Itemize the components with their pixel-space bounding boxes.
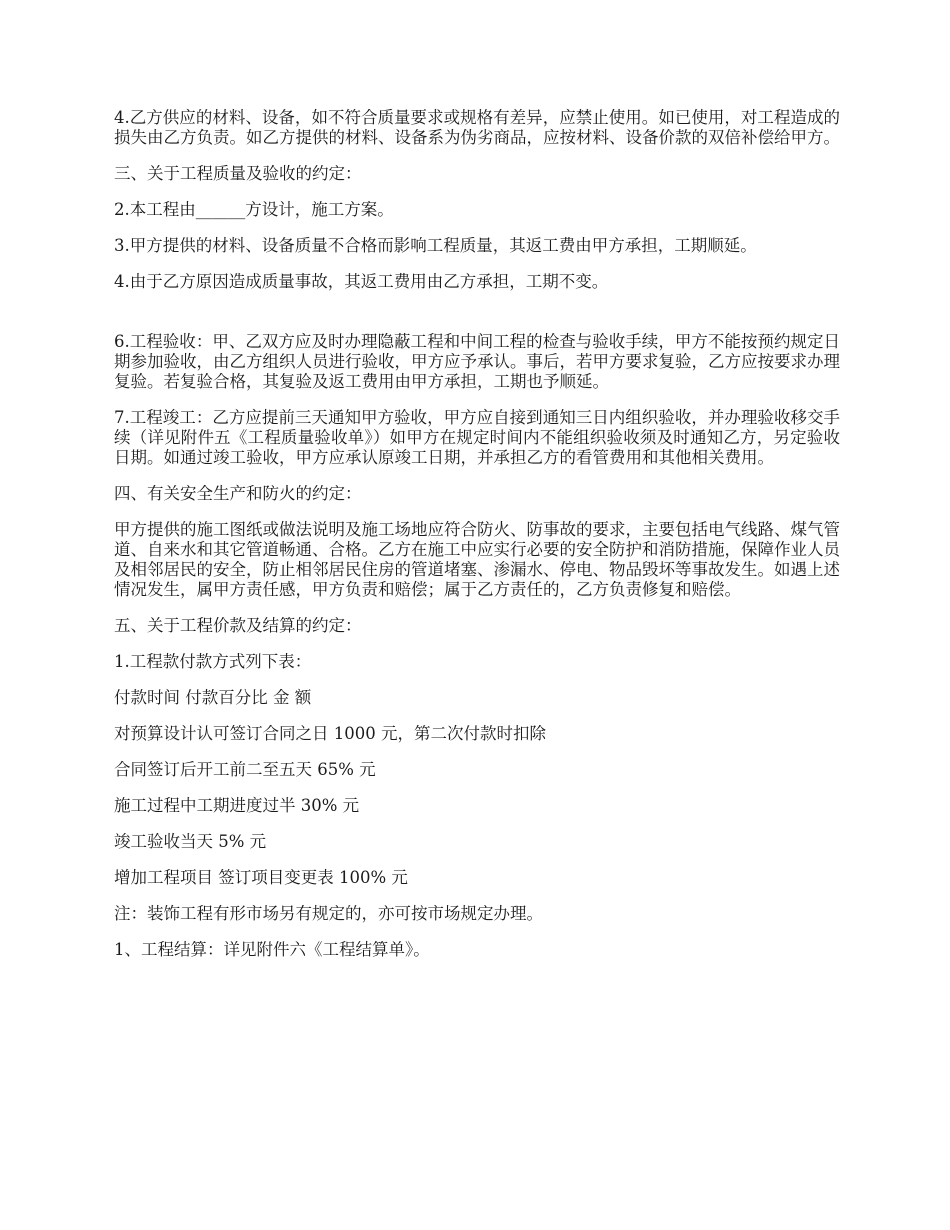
payment-row-4: 竣工验收当天 5% 元 (114, 832, 267, 851)
paragraph-party-b-accident: 4.由于乙方原因造成质量事故，其返工费用由乙方承担，工期不变。 (114, 272, 609, 291)
paragraph-party-a-materials: 3.甲方提供的材料、设备质量不合格而影响工程质量，其返工费由甲方承担，工期顺延。 (114, 236, 757, 255)
paragraph-settlement: 1、工程结算：详见附件六《工程结算单》。 (114, 940, 430, 959)
payment-row-5: 增加工程项目 签订项目变更表 100% 元 (114, 868, 408, 887)
document-page (114, 108, 840, 976)
paragraph-note: 注：装饰工程有形市场另有规定的，亦可按市场规定办理。 (114, 904, 543, 923)
section-heading-quality-acceptance: 三、关于工程质量及验收的约定： (114, 164, 362, 183)
payment-row-3: 施工过程中工期进度过半 30% 元 (114, 796, 360, 815)
payment-row-2: 合同签订后开工前二至五天 65% 元 (114, 760, 376, 779)
paragraph-safety-details: 甲方提供的施工图纸或做法说明及施工场地应符合防火、防事故的要求，主要包括电气线路、煤气管道、自来水和其它管道畅通、合格。乙方在施工中应实行必要的安全防护和消防措施，保障作业人员及相邻居民的安全，防止相邻居民住房的管道堵塞、渗漏水、停电、物品毁坏等事故发生。如遇上述情况发生，属甲方责任感，甲方负责和赔偿；属于乙方责任的，乙方负责修复和赔偿。 (114, 520, 840, 599)
paragraph-payment-method: 1.工程款付款方式列下表： (114, 652, 312, 671)
payment-table-header: 付款时间 付款百分比 金 额 (114, 688, 312, 707)
payment-row-1: 对预算设计认可签订合同之日 1000 元，第二次付款时扣除 (114, 724, 546, 743)
paragraph-project-completion: 7.工程竣工：乙方应提前三天通知甲方验收，甲方应自接到通知三日内组织验收，并办理验收移交手续（详见附件五《工程质量验收单》）如甲方在规定时间内不能组织验收须及时通知乙方，另定验收日期。如通过竣工验收，甲方应承认原竣工日期，并承担乙方的看管费用和其他相关费用。 (114, 408, 840, 467)
paragraph-design-party: 2.本工程由______方设计，施工方案。 (114, 200, 394, 219)
paragraph-material-quality: 4.乙方供应的材料、设备，如不符合质量要求或规格有差异，应禁止使用。如已使用，对工程造成的损失由乙方负责。如乙方提供的材料、设备系为伪劣商品，应按材料、设备价款的双倍补偿给甲方。 (114, 108, 840, 147)
blank-gap (114, 308, 840, 332)
paragraph-project-acceptance: 6.工程验收：甲、乙双方应及时办理隐蔽工程和中间工程的检查与验收手续，甲方不能按预约规定日期参加验收，由乙方组织人员进行验收，甲方应予承认。事后，若甲方要求复验，乙方应按要求办理复验。若复验合格，其复验及返工费用由甲方承担，工期也予顺延。 (114, 332, 840, 391)
section-heading-safety: 四、有关安全生产和防火的约定： (114, 484, 362, 503)
section-heading-payment: 五、关于工程价款及结算的约定： (114, 616, 362, 635)
